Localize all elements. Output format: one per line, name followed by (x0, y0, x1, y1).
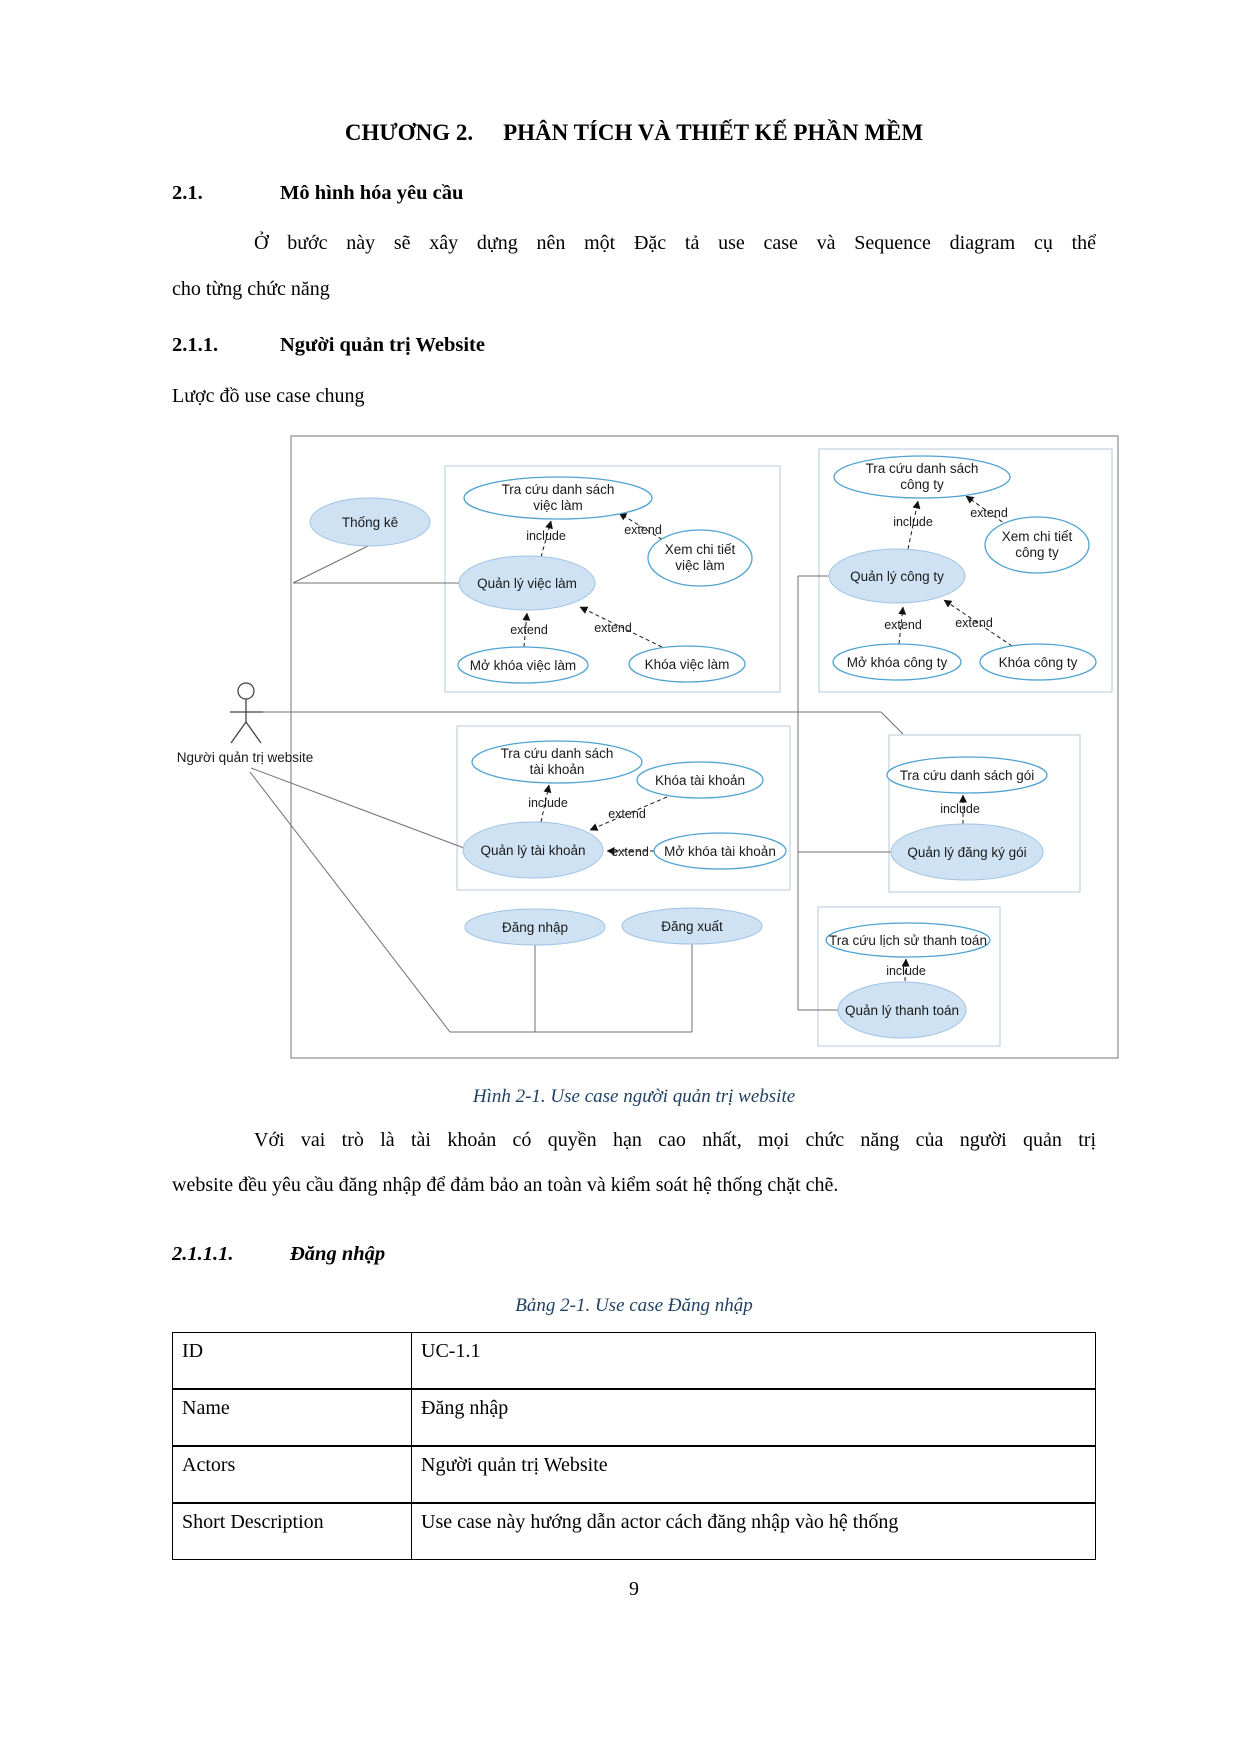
use-case-diagram (150, 430, 1140, 1070)
table-cell-key: ID (173, 1333, 412, 1390)
use-case-table (172, 1332, 1096, 1560)
paragraph-role (172, 1118, 1096, 1208)
extend-label: extend (884, 618, 922, 632)
extend-label: extend (970, 506, 1008, 520)
paragraph-line: cho từng chức năng (172, 278, 330, 300)
svg-text:Tra cứu danh sách: Tra cứu danh sách (501, 482, 615, 497)
table-row (173, 1503, 1096, 1560)
svg-text:Mở khóa việc làm: Mở khóa việc làm (469, 658, 577, 673)
association-lines (230, 546, 903, 1032)
svg-text:Xem chi tiết: Xem chi tiết (664, 542, 736, 557)
usecase-mo-khoa-cong-ty (833, 644, 961, 680)
usecase-dang-nhap (465, 909, 605, 945)
usecase-tra-cuu-lich-su-thanh-toan (826, 923, 990, 957)
section-number: 2.1.1. (172, 334, 219, 356)
svg-text:Khóa tài khoản: Khóa tài khoản (654, 773, 746, 788)
table-cell-value: Người quản trị Website (412, 1446, 1096, 1503)
svg-text:Tra cứu danh sách: Tra cứu danh sách (500, 746, 614, 761)
svg-text:Tra cứu danh sách: Tra cứu danh sách (865, 461, 979, 476)
usecase-mo-khoa-tai-khoan (654, 833, 786, 869)
paragraph-line: Ở bước này sẽ xây dựng nên một Đặc tả use case và Sequence diagram cụ thể (254, 232, 1096, 254)
usecase-quan-ly-dang-ky-goi (891, 824, 1043, 880)
section-title: Đăng nhập (290, 1243, 386, 1265)
svg-text:Quản lý tài khoản: Quản lý tài khoản (480, 843, 586, 858)
table-cell-key: Short Description (173, 1503, 412, 1560)
table-row (173, 1389, 1096, 1446)
page-number: 9 (629, 1578, 639, 1600)
svg-text:Đăng xuất: Đăng xuất (661, 919, 723, 934)
usecase-khoa-cong-ty (980, 644, 1096, 680)
lead-text: Lược đồ use case chung (172, 385, 365, 407)
include-label: include (940, 802, 980, 816)
include-label: include (893, 515, 933, 529)
actor-website-admin (230, 683, 263, 743)
usecase-khoa-viec-lam (629, 646, 745, 682)
usecase-quan-ly-thanh-toan (838, 982, 966, 1038)
svg-text:Quản lý thanh toán: Quản lý thanh toán (844, 1003, 960, 1018)
section-number: 2.1. (172, 182, 203, 204)
svg-text:công ty: công ty (1015, 545, 1059, 560)
chapter-title-text: PHÂN TÍCH VÀ THIẾT KẾ PHẦN MỀM (503, 120, 924, 145)
include-label: include (886, 964, 926, 978)
usecase-tra-cuu-danh-sach-cong-ty (834, 456, 1010, 498)
usecase-tra-cuu-danh-sach-viec-lam (464, 477, 652, 519)
svg-text:Tra cứu danh sách gói: Tra cứu danh sách gói (899, 768, 1035, 783)
usecase-mo-khoa-viec-lam (458, 647, 588, 683)
svg-text:Mở khóa công ty: Mở khóa công ty (846, 655, 948, 670)
svg-text:Đăng nhập: Đăng nhập (501, 920, 569, 935)
paragraph-line: Với vai trò là tài khoản có quyền hạn cao nhất, mọi chức năng của người quản trị (254, 1129, 1096, 1151)
table-row (173, 1333, 1096, 1390)
table-cell-key: Actors (173, 1446, 412, 1503)
svg-text:việc làm: việc làm (675, 558, 725, 573)
svg-text:Khóa việc làm: Khóa việc làm (644, 657, 730, 672)
table-cell-value: Use case này hướng dẫn actor cách đăng nhập vào hệ thống (412, 1503, 1096, 1560)
usecase-tra-cuu-danh-sach-tai-khoan (472, 741, 642, 783)
svg-text:Mở khóa tài khoản: Mở khóa tài khoản (664, 844, 776, 859)
section-number: 2.1.1.1. (172, 1243, 234, 1265)
table-cell-key: Name (173, 1389, 412, 1446)
usecase-xem-chi-tiet-cong-ty (985, 517, 1089, 573)
usecase-xem-chi-tiet-viec-lam (648, 530, 752, 586)
section-title: Người quản trị Website (280, 334, 485, 356)
usecase-khoa-tai-khoan (637, 762, 763, 798)
svg-text:Thống kê: Thống kê (341, 515, 399, 530)
table-cell-value: Đăng nhập (412, 1389, 1096, 1446)
svg-text:công ty: công ty (900, 477, 944, 492)
svg-text:Xem chi tiết: Xem chi tiết (1001, 529, 1073, 544)
usecase-dang-xuat (622, 908, 762, 944)
usecase-thong-ke (310, 498, 430, 546)
table-caption: Bảng 2-1. Use case Đăng nhập (515, 1295, 753, 1316)
extend-label: extend (594, 621, 632, 635)
extend-label: extend (955, 616, 993, 630)
svg-text:việc làm: việc làm (533, 498, 583, 513)
table-row (173, 1446, 1096, 1503)
section-title: Mô hình hóa yêu cầu (280, 182, 464, 204)
usecase-quan-ly-viec-lam (459, 556, 595, 610)
extend-label: extend (611, 845, 649, 859)
paragraph-intro (172, 220, 1096, 312)
section-heading-2-1-1 (172, 334, 1096, 357)
extend-label: extend (510, 623, 548, 637)
svg-text:Quản lý việc làm: Quản lý việc làm (477, 576, 577, 591)
table-cell-value: UC-1.1 (412, 1333, 1096, 1390)
figure-caption: Hình 2-1. Use case người quản trị website (472, 1086, 796, 1107)
extend-label: extend (624, 523, 662, 537)
section-heading-2-1-1-1 (172, 1243, 1096, 1266)
svg-text:tài khoản: tài khoản (529, 762, 585, 777)
usecase-quan-ly-cong-ty (829, 549, 965, 603)
svg-text:Khóa công ty: Khóa công ty (998, 655, 1078, 670)
svg-text:Quản lý đăng ký gói: Quản lý đăng ký gói (907, 845, 1027, 860)
paragraph-line: website đều yêu cầu đăng nhập để đảm bảo an toàn và kiểm soát hệ thống chặt chẽ. (172, 1174, 839, 1196)
chapter-title (172, 120, 1096, 146)
include-label: include (528, 796, 568, 810)
extend-label: extend (608, 807, 646, 821)
actor-label: Người quản trị website (176, 750, 314, 765)
svg-text:Quản lý công ty: Quản lý công ty (850, 569, 944, 584)
usecase-quan-ly-tai-khoan (463, 822, 603, 878)
usecase-tra-cuu-danh-sach-goi (887, 757, 1047, 793)
include-label: include (526, 529, 566, 543)
chapter-number: CHƯƠNG 2. (344, 120, 474, 145)
section-heading-2-1 (172, 182, 1096, 205)
svg-text:Tra cứu lịch sử thanh toán: Tra cứu lịch sử thanh toán (829, 933, 987, 948)
